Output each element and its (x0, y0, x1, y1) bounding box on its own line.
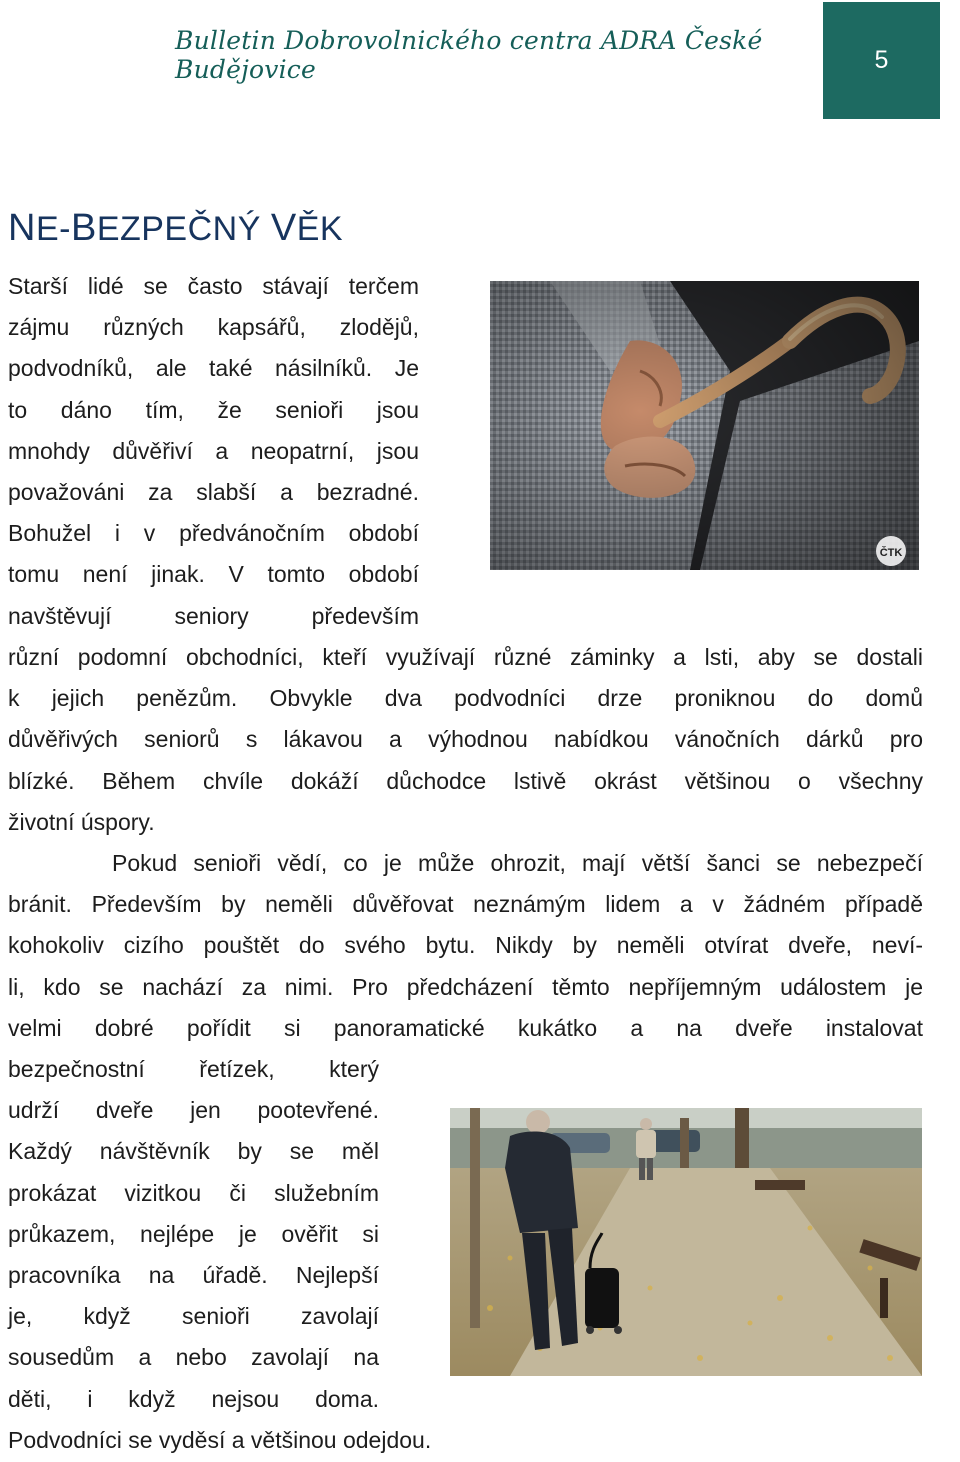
title-initial: B (70, 207, 97, 249)
text-line: tomu není jinak. V tomto období (8, 561, 419, 588)
text-line: prokázat vizitkou či služebním (8, 1179, 379, 1206)
article-paragraph-advice (8, 1049, 432, 1461)
text-line: důvěřivých seniorů s lákavou a výhodnou nabídkou vánočních dárků pro (8, 726, 923, 753)
article-paragraph-main (8, 637, 923, 1049)
text-line: to dáno tím, že senioři jsou (8, 396, 419, 423)
text-line: podvodníků, ale také násilníků. Je (8, 355, 419, 382)
text-line: je, když senioři zavolají (8, 1303, 379, 1330)
text-line: průkazem, nejlépe je ověřit si (8, 1220, 379, 1247)
ctk-watermark (876, 536, 906, 566)
text-line: Starší lidé se často stávají terčem (8, 273, 419, 299)
title-text: EZPEČNÝ (96, 210, 271, 248)
text-line: mnohdy důvěřiví a neopatrní, jsou (8, 437, 419, 464)
text-line: zájmu různých kapsářů, zlodějů, (8, 314, 419, 341)
text-line: bezpečnostní řetízek, který (8, 1056, 379, 1082)
text-line: udrží dveře jen pootevřené. (8, 1097, 379, 1124)
title-initial: V (270, 207, 297, 249)
text-line: li, kdo se nachází za nimi. Pro předcházení těmto nepříjemným událostem je (8, 973, 923, 1000)
title-initial: N (8, 207, 36, 249)
svg-text:ČTK: ČTK (879, 547, 903, 559)
photo-senior-walking-park (450, 1108, 922, 1376)
text-line: Bohužel i v předvánočním období (8, 520, 419, 547)
text-line: Každý návštěvník by se měl (8, 1138, 379, 1165)
page-number-box (823, 2, 940, 119)
title-text: ĚK (296, 210, 344, 248)
text-line: blízké. Během chvíle dokáží důchodce lstivě okrást většinou o všechny (8, 767, 923, 794)
article-title (8, 207, 343, 250)
text-line: navštěvují seniory především (8, 602, 419, 629)
text-line: děti, i když nejsou doma. (8, 1385, 379, 1412)
text-line: velmi dobré pořídit si panoramatické kukátko a na dveře instalovat (8, 1014, 923, 1041)
title-text: E- (35, 210, 71, 248)
text-line: různí podomní obchodníci, kteří využívají různé záminky a lsti, aby se dostali (8, 644, 923, 670)
bulletin-header-title: Bulletin Dobrovolnického centra ADRA České Budějovice (175, 26, 763, 84)
text-line: považováni za slabší a bezradné. (8, 478, 419, 505)
text-line: životní úspory. (8, 808, 155, 835)
page-number: 5 (874, 46, 889, 74)
article-paragraph-intro (8, 266, 419, 637)
text-line: kohokoliv cizího pouštět do svého bytu. Nikdy by neměli otvírat dveře, neví- (8, 932, 923, 959)
text-line: k jejich penězům. Obvykle dva podvodníci drze proniknou do domů (8, 685, 923, 712)
text-line: pracovníka na úřadě. Nejlepší (8, 1261, 379, 1288)
text-line: bránit. Především by neměli důvěřovat neznámým lidem a v žádném případě (8, 891, 923, 918)
photo-hands-with-cane (490, 281, 919, 570)
park-photo-illustration (450, 1108, 922, 1376)
text-line: sousedům a nebo zavolají na (8, 1344, 379, 1371)
text-line: Podvodníci se vyděsí a většinou odejdou. (8, 1426, 432, 1453)
cane-photo-illustration (490, 281, 919, 570)
text-line: Pokud senioři vědí, co je může ohrozit, mají větší šanci se nebezpečí (112, 849, 923, 876)
